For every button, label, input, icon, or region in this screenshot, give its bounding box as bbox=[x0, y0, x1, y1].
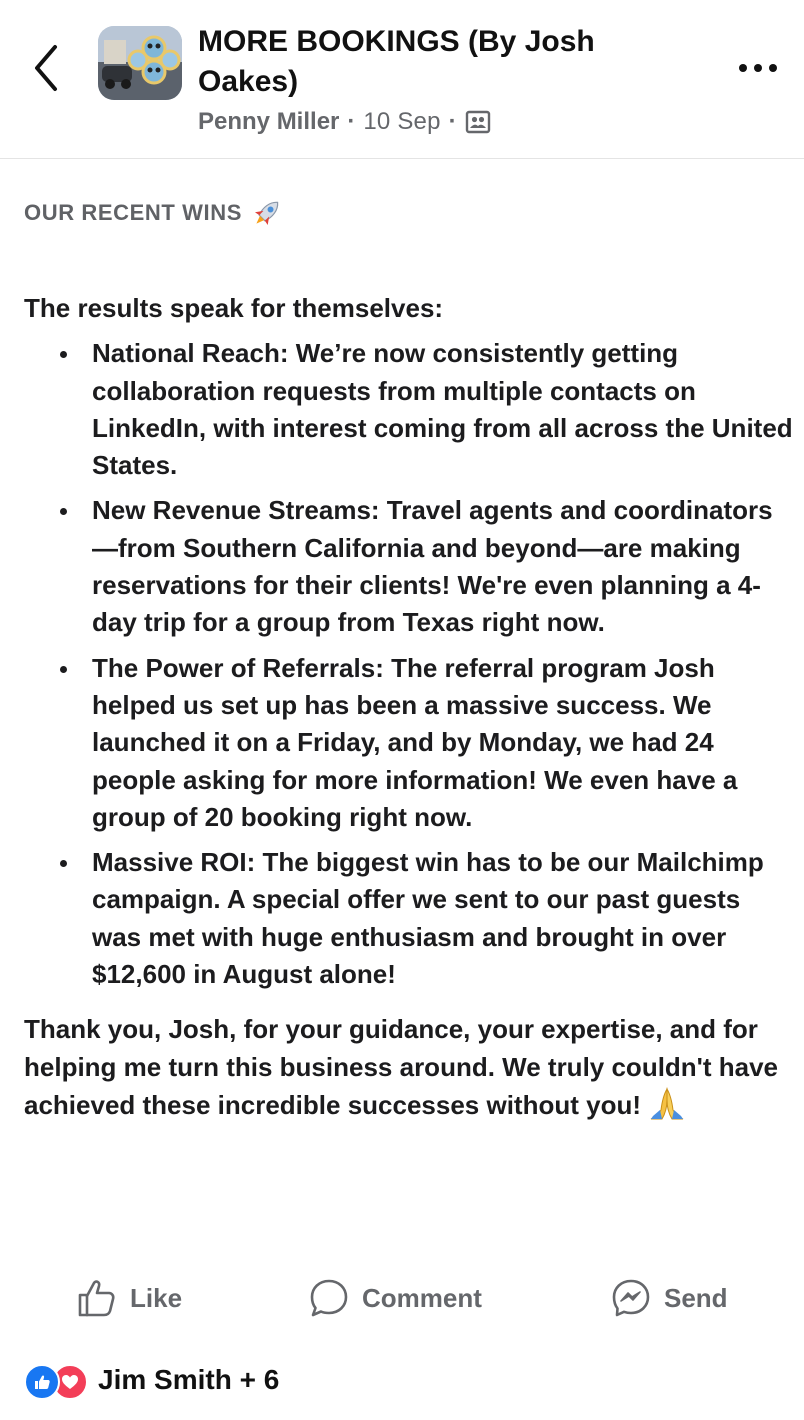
praying-hands-icon bbox=[648, 1086, 686, 1122]
post-intro: The results speak for themselves: bbox=[24, 293, 444, 323]
section-heading-text: OUR RECENT WINS bbox=[24, 200, 242, 225]
post-outro-text: Thank you, Josh, for your guidance, your expertise, and for helping me turn this business around. We truly couldn't have achieved these incredible successes without you! bbox=[24, 1014, 779, 1120]
comment-button[interactable] bbox=[308, 1272, 482, 1324]
reaction-names: Jim Smith + 6 bbox=[98, 1364, 280, 1395]
post-outro bbox=[24, 1011, 794, 1124]
like-button[interactable] bbox=[76, 1272, 182, 1324]
list-item: New Revenue Streams: Travel agents and coordinators—from Southern California and beyond—are making reservations for their clients! We're even planning a 4-day trip for a group from Texas right now. bbox=[92, 492, 794, 641]
section-heading bbox=[24, 196, 284, 230]
like-label: Like bbox=[130, 1282, 183, 1313]
post-meta bbox=[198, 104, 491, 140]
chevron-left-icon bbox=[31, 43, 61, 93]
author-name[interactable]: Penny Miller bbox=[198, 108, 340, 135]
post-actions bbox=[0, 1272, 804, 1324]
more-dots-icon bbox=[738, 63, 778, 73]
back-button[interactable] bbox=[24, 40, 68, 96]
thumbs-up-icon bbox=[76, 1277, 118, 1319]
list-item: Massive ROI: The biggest win has to be our Mailchimp campaign. A special offer we sent to our past guests was met with huge enthusiasm and brought in over $12,600 in August alone! bbox=[92, 844, 794, 993]
meta-separator: · bbox=[448, 108, 457, 135]
like-reaction-icon bbox=[24, 1364, 60, 1400]
meta-separator: · bbox=[347, 108, 356, 135]
post-header bbox=[0, 0, 804, 159]
wins-list bbox=[24, 335, 794, 993]
list-item: National Reach: We’re now consistently getting collaboration requests from multiple contacts on LinkedIn, with interest coming from all across the United States. bbox=[92, 335, 794, 484]
group-title[interactable]: MORE BOOKINGS (By Josh Oakes) bbox=[198, 25, 595, 98]
messenger-icon bbox=[610, 1277, 652, 1319]
group-avatar[interactable] bbox=[98, 26, 182, 100]
group-audience-icon bbox=[465, 109, 491, 135]
comment-label: Comment bbox=[362, 1282, 482, 1313]
post-date[interactable]: 10 Sep bbox=[363, 108, 441, 135]
send-label: Send bbox=[664, 1282, 728, 1313]
post-body bbox=[24, 290, 794, 1124]
rocket-icon bbox=[250, 196, 284, 230]
list-item: The Power of Referrals: The referral program Josh helped us set up has been a massive success. We launched it on a Friday, and by Monday, we had 24 people asking for more information! We even have a group of 20 booking right now. bbox=[92, 650, 794, 836]
more-options-button[interactable] bbox=[730, 48, 786, 88]
reaction-icons bbox=[24, 1362, 94, 1398]
comment-bubble-icon bbox=[308, 1277, 350, 1319]
send-button[interactable] bbox=[610, 1272, 728, 1324]
reactions-summary[interactable] bbox=[24, 1358, 279, 1402]
